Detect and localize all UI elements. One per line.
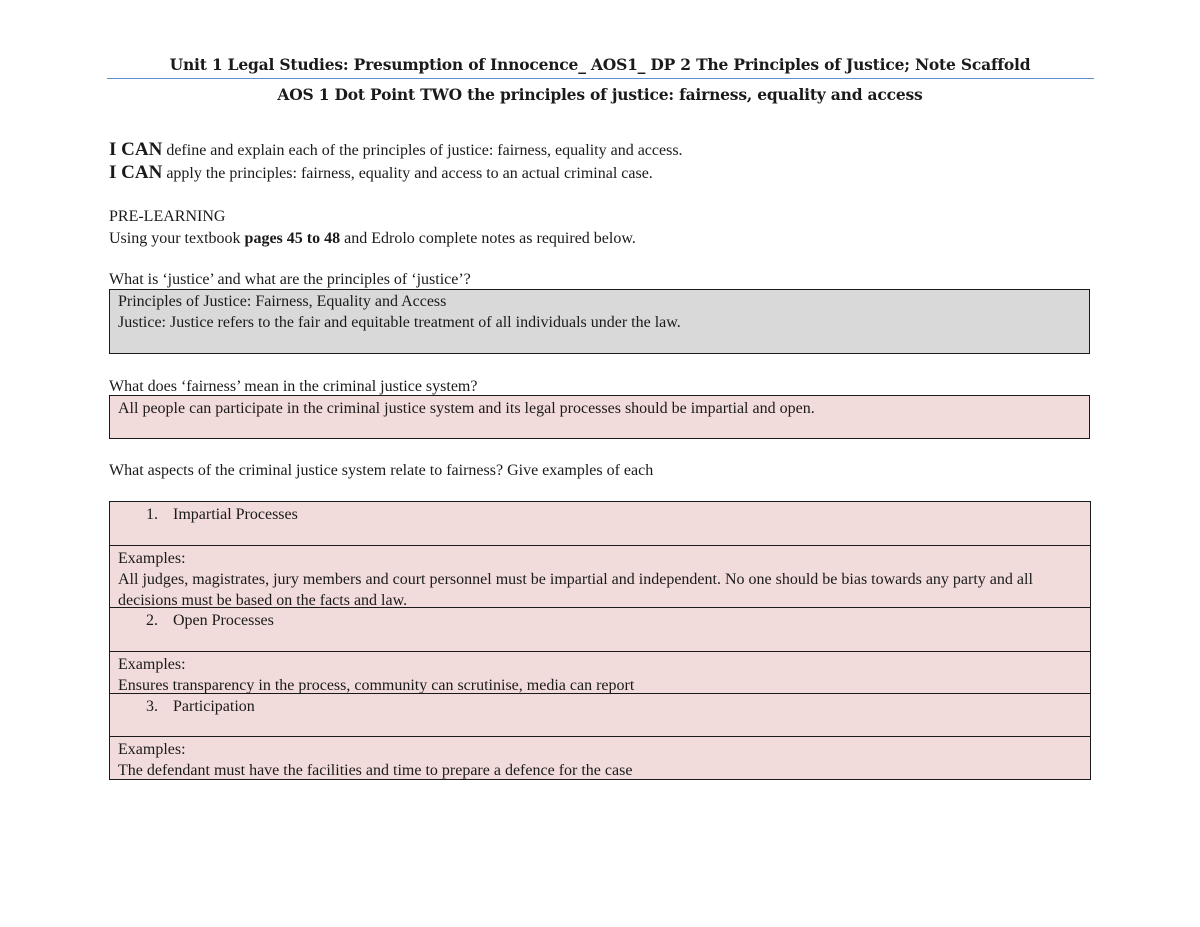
examples-label: Examples: bbox=[118, 741, 186, 758]
answer-line: All people can participate in the criminal justice system and its legal processes should be impartial and open. bbox=[118, 400, 815, 417]
document-header-subtitle: AOS 1 Dot Point TWO the principles of justice: fairness, equality and access bbox=[277, 85, 923, 104]
answer-box-fairness[interactable] bbox=[109, 395, 1090, 439]
aspect-heading: Participation bbox=[173, 698, 255, 715]
examples-label: Examples: bbox=[118, 550, 186, 567]
prelearning-heading: PRE-LEARNING bbox=[109, 208, 226, 225]
ican-label: I CAN bbox=[109, 162, 163, 183]
prelearning-pages: pages 45 to 48 bbox=[244, 230, 341, 247]
question-fairness-aspects: What aspects of the criminal justice system relate to fairness? Give examples of each bbox=[109, 462, 654, 479]
aspect-examples-row[interactable] bbox=[110, 652, 1090, 694]
aspect-heading-row[interactable] bbox=[110, 502, 1090, 546]
ican-text: define and explain each of the principles of justice: fairness, equality and access. bbox=[162, 142, 683, 159]
fairness-aspects-table bbox=[109, 501, 1091, 780]
question-fairness: What does ‘fairness’ mean in the criminal justice system? bbox=[109, 378, 478, 395]
answer-line: Justice: Justice refers to the fair and equitable treatment of all individuals under the law. bbox=[118, 314, 681, 331]
examples-text: Ensures transparency in the process, community can scrutinise, media can report bbox=[118, 677, 635, 694]
ican-label: I CAN bbox=[109, 139, 163, 160]
answer-box-justice[interactable] bbox=[109, 289, 1090, 354]
aspect-number: 1. bbox=[146, 506, 158, 523]
prelearning-instructions bbox=[109, 229, 636, 249]
header-divider bbox=[107, 78, 1094, 79]
examples-text: All judges, magistrates, jury members and court personnel must be impartial and independent. No one should be bias towards any party and all decisions must be based on the facts and law. bbox=[118, 571, 1033, 609]
prelearning-text-after: and Edrolo complete notes as required below. bbox=[340, 230, 636, 247]
ican-text: apply the principles: fairness, equality and access to an actual criminal case. bbox=[162, 165, 653, 182]
aspect-examples-row[interactable] bbox=[110, 546, 1090, 608]
aspect-heading-row[interactable] bbox=[110, 608, 1090, 652]
ican-statement-2 bbox=[109, 163, 653, 184]
aspect-heading: Impartial Processes bbox=[173, 506, 298, 523]
aspect-heading: Open Processes bbox=[173, 612, 274, 629]
ican-statement-1 bbox=[109, 140, 683, 161]
aspect-number: 2. bbox=[146, 612, 158, 629]
aspect-heading-row[interactable] bbox=[110, 694, 1090, 737]
prelearning-text-before: Using your textbook bbox=[109, 230, 245, 247]
examples-label: Examples: bbox=[118, 656, 186, 673]
document-header-title: Unit 1 Legal Studies: Presumption of Innocence_ AOS1_ DP 2 The Principles of Justice; Note Scaffold bbox=[169, 55, 1031, 74]
aspect-number: 3. bbox=[146, 698, 158, 715]
aspect-examples-row[interactable] bbox=[110, 737, 1090, 779]
examples-text: The defendant must have the facilities and time to prepare a defence for the case bbox=[118, 762, 633, 779]
answer-line: Principles of Justice: Fairness, Equality and Access bbox=[118, 293, 447, 310]
question-justice: What is ‘justice’ and what are the principles of ‘justice’? bbox=[109, 271, 471, 288]
